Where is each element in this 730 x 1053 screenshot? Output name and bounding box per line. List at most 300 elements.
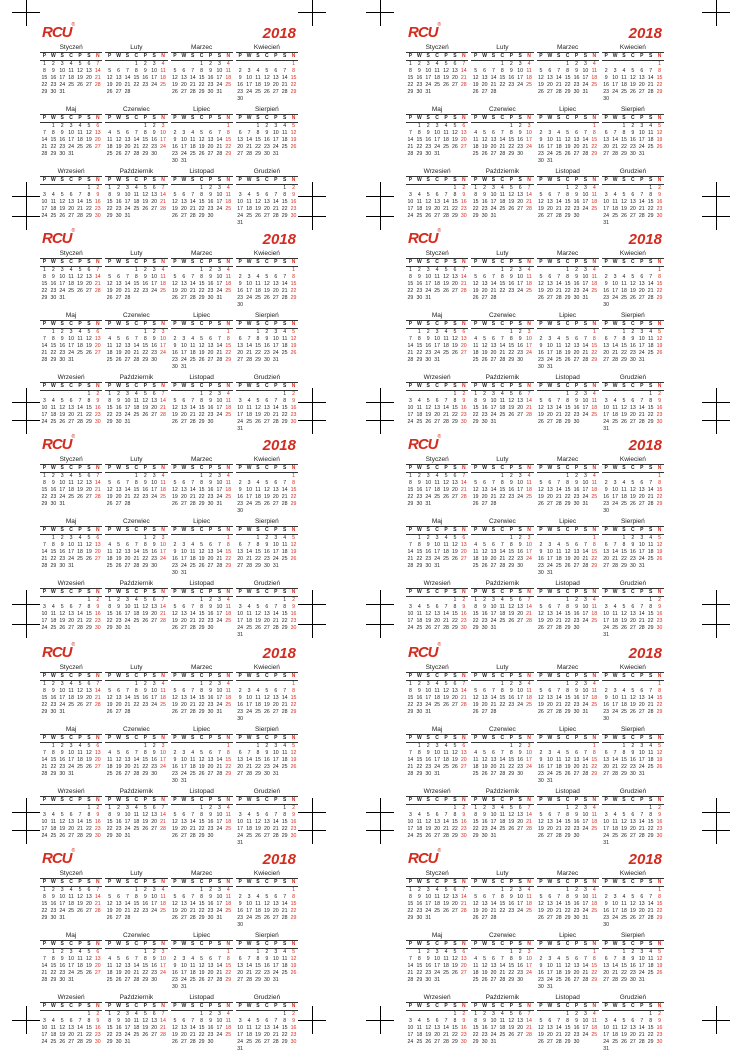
- day-cell: 31: [272, 563, 279, 569]
- weekday-label: N: [226, 735, 231, 741]
- day-cell: [280, 473, 289, 480]
- month-block: [406, 374, 468, 433]
- weekday-label: P: [444, 259, 448, 265]
- weekday-label: P: [509, 797, 513, 803]
- day-cell: 23: [573, 206, 580, 212]
- day-cell: 12: [508, 604, 515, 610]
- weekday-label: Ś: [191, 589, 195, 595]
- day-cell: 5: [173, 398, 177, 404]
- weekday-label: S: [217, 797, 222, 803]
- day-cell: [280, 357, 289, 364]
- month-block: [602, 106, 664, 165]
- weekday-label: P: [539, 797, 543, 803]
- day-cell: 3: [152, 681, 156, 687]
- day-cell: 1: [143, 535, 147, 541]
- weekday-label: W: [116, 383, 121, 389]
- day-cell: 4: [622, 480, 626, 486]
- day-cell: [628, 681, 637, 688]
- day-cell: 15: [281, 611, 288, 617]
- day-cell: 14: [407, 757, 414, 763]
- weekday-label: Ś: [426, 527, 430, 533]
- day-cell: 4: [161, 887, 165, 893]
- month-name: Maj: [40, 106, 102, 115]
- day-cell: 11: [190, 549, 196, 555]
- day-cell: 6: [483, 480, 487, 486]
- day-cell: 23: [656, 618, 663, 624]
- day-cell: 26: [263, 89, 270, 95]
- day-cell: 6: [117, 688, 121, 694]
- weekday-label: S: [282, 797, 287, 803]
- day-cell: 9: [604, 487, 608, 493]
- day-cell: 16: [142, 695, 149, 701]
- day-cell: [215, 213, 224, 220]
- day-cell: 11: [621, 281, 627, 287]
- day-cell: 26: [106, 89, 113, 95]
- day-cell: 19: [290, 757, 297, 763]
- day-cell: 24: [638, 350, 645, 356]
- day-cell: 3: [518, 61, 522, 67]
- day-cell: 14: [647, 695, 654, 701]
- day-cell: 6: [492, 542, 495, 548]
- day-cell: 13: [207, 963, 214, 969]
- day-cell: 21: [443, 206, 449, 212]
- day-cell: 3: [492, 597, 495, 603]
- day-cell: 30: [207, 501, 214, 507]
- day-cell: 25: [621, 89, 627, 95]
- day-cell: 23: [172, 151, 178, 157]
- day-cell: 3: [217, 391, 221, 397]
- weekday-label: P: [208, 115, 213, 121]
- day-cell: 16: [629, 343, 636, 349]
- weekday-label: P: [42, 383, 47, 389]
- day-cell: 27: [272, 915, 279, 921]
- day-cell: 4: [283, 535, 287, 541]
- weekday-label: W: [246, 53, 252, 59]
- day-cell: 23: [207, 288, 214, 294]
- day-cell: 10: [41, 199, 48, 205]
- day-cell: 7: [640, 812, 644, 818]
- day-cell: 19: [106, 908, 113, 914]
- day-cell: 10: [526, 750, 532, 756]
- day-cell: 26: [564, 151, 571, 157]
- weekday-label: N: [226, 879, 231, 885]
- weekday-label: Ś: [60, 527, 64, 533]
- month-name: Grudzień: [602, 168, 664, 177]
- day-cell: 17: [546, 144, 553, 150]
- weekday-label: Ś: [426, 383, 430, 389]
- day-cell: 29: [142, 771, 149, 777]
- days-grid: [471, 61, 533, 96]
- days-grid: [602, 123, 664, 158]
- day-cell: 11: [591, 480, 597, 486]
- weekday-label: S: [648, 797, 653, 803]
- day-cell: 2: [509, 267, 513, 273]
- day-cell: 5: [265, 894, 269, 900]
- day-cell: 31: [434, 563, 440, 569]
- day-cell: 8: [453, 398, 457, 404]
- month-block: [105, 44, 167, 103]
- weekday-label: Ś: [426, 177, 430, 183]
- weekday-label: N: [657, 115, 662, 121]
- weekday-label: S: [87, 735, 91, 741]
- day-cell: 28: [647, 89, 654, 95]
- month-name: Kwiecień: [602, 250, 664, 259]
- weekday-label: P: [143, 383, 147, 389]
- weekday-label: S: [217, 115, 222, 121]
- day-cell: [114, 267, 123, 274]
- day-cell: 28: [124, 915, 131, 921]
- weekday-label: Ś: [622, 53, 626, 59]
- weekday-label: P: [539, 177, 543, 183]
- day-cell: 24: [124, 206, 131, 212]
- weekday-header: [105, 53, 167, 61]
- day-cell: 1: [200, 185, 204, 191]
- day-cell: 1: [649, 391, 653, 397]
- day-cell: 19: [452, 343, 458, 349]
- day-cell: 16: [263, 343, 270, 349]
- day-cell: 22: [142, 350, 149, 356]
- day-cell: 16: [290, 819, 297, 825]
- day-cell: [141, 709, 150, 716]
- day-cell: [646, 151, 655, 158]
- month-name: Sierpień: [236, 312, 298, 321]
- day-cell: [525, 833, 534, 840]
- day-cell: 4: [500, 185, 504, 191]
- weekday-label: N: [226, 177, 231, 183]
- day-cell: 6: [548, 604, 552, 610]
- day-cell: [442, 295, 451, 302]
- day-cell: 19: [255, 412, 261, 418]
- weekday-label: C: [134, 53, 139, 59]
- day-cell: 26: [290, 350, 297, 356]
- day-cell: 26: [77, 908, 83, 914]
- day-cell: 5: [87, 123, 91, 129]
- day-cell: 30: [538, 158, 544, 164]
- day-cell: 10: [59, 274, 66, 280]
- weekday-label: N: [527, 589, 531, 595]
- day-cell: [498, 709, 507, 716]
- day-cell: 13: [638, 75, 645, 81]
- day-cell: 4: [592, 267, 596, 273]
- weekday-header: [471, 797, 533, 805]
- day-cell: 14: [526, 398, 532, 404]
- weekday-label: C: [199, 797, 204, 803]
- weekday-label: N: [226, 941, 231, 947]
- weekday-label: C: [199, 589, 204, 595]
- day-cell: 12: [629, 281, 636, 287]
- day-cell: 9: [173, 963, 177, 969]
- month-name: Lipiec: [537, 518, 599, 527]
- day-cell: [245, 185, 254, 192]
- month-name: Sierpień: [236, 726, 298, 735]
- day-cell: [245, 508, 254, 515]
- day-cell: 8: [108, 192, 112, 198]
- weekday-header: [171, 115, 233, 123]
- weekday-label: P: [173, 259, 177, 265]
- day-cell: 6: [631, 192, 635, 198]
- day-cell: 13: [490, 757, 497, 763]
- day-cell: 15: [591, 137, 598, 143]
- day-cell: 22: [133, 82, 140, 88]
- weekday-label: C: [500, 259, 505, 265]
- day-cell: 23: [508, 82, 515, 88]
- day-cell: 8: [226, 750, 230, 756]
- day-cell: 10: [272, 336, 279, 342]
- day-cell: 27: [638, 709, 645, 715]
- weekday-label: S: [583, 673, 588, 679]
- weekday-label: N: [161, 527, 165, 533]
- weekday-label: C: [199, 259, 204, 265]
- day-cell: 8: [566, 398, 570, 404]
- day-cell: 27: [638, 295, 645, 301]
- day-cell: 21: [612, 144, 618, 150]
- day-cell: 13: [573, 137, 580, 143]
- weekday-label: P: [640, 115, 644, 121]
- day-cell: 2: [462, 805, 466, 811]
- day-cell: [646, 563, 655, 570]
- day-cell: 13: [638, 487, 645, 493]
- day-cell: 9: [539, 137, 543, 143]
- day-cell: 5: [539, 688, 543, 694]
- weekday-label: S: [282, 115, 287, 121]
- day-cell: 2: [96, 391, 100, 397]
- day-cell: 9: [173, 549, 177, 555]
- day-cell: 22: [198, 826, 205, 832]
- day-cell: [236, 61, 245, 68]
- day-cell: 25: [591, 618, 598, 624]
- day-cell: 9: [462, 604, 466, 610]
- day-cell: [581, 570, 590, 577]
- day-cell: 19: [263, 702, 270, 708]
- day-cell: 27: [573, 771, 580, 777]
- day-cell: 20: [272, 494, 279, 500]
- day-cell: 7: [191, 398, 195, 404]
- day-cell: 31: [216, 89, 223, 95]
- day-cell: 21: [460, 487, 467, 493]
- day-cell: 26: [59, 213, 66, 219]
- day-cell: 30: [237, 716, 244, 722]
- weekday-header: [602, 321, 664, 329]
- day-cell: 13: [263, 611, 270, 617]
- weekday-label: Ś: [491, 797, 496, 803]
- day-cell: 24: [151, 82, 158, 88]
- day-cell: 4: [283, 123, 287, 129]
- day-cell: [245, 267, 254, 274]
- day-cell: 8: [409, 274, 412, 280]
- day-cell: [224, 501, 233, 508]
- weekday-label: C: [631, 259, 635, 265]
- weekday-label: Ś: [491, 383, 496, 389]
- day-cell: 2: [209, 267, 212, 273]
- day-cell: [236, 329, 245, 336]
- day-cell: [206, 778, 215, 785]
- day-cell: 16: [416, 695, 423, 701]
- day-cell: 21: [124, 908, 131, 914]
- day-cell: 16: [142, 281, 149, 287]
- day-cell: 8: [87, 192, 91, 198]
- day-cell: 10: [237, 611, 244, 617]
- day-cell: 10: [490, 398, 497, 404]
- weekday-label: C: [265, 527, 269, 533]
- day-cell: 6: [575, 750, 578, 756]
- day-cell: 9: [209, 894, 212, 900]
- weekday-label: Ś: [557, 53, 561, 59]
- day-cell: 23: [50, 702, 57, 708]
- day-cell: 14: [41, 549, 48, 555]
- day-cell: 14: [77, 819, 83, 825]
- day-cell: 22: [564, 288, 571, 294]
- day-cell: 1: [200, 887, 204, 893]
- day-cell: [637, 508, 646, 515]
- day-cell: 21: [246, 144, 252, 150]
- day-cell: 16: [538, 556, 544, 562]
- weekday-label: S: [217, 879, 222, 885]
- months-grid: [38, 456, 300, 639]
- day-cell: 25: [77, 350, 83, 356]
- weekday-label: Ś: [125, 383, 130, 389]
- day-cell: [76, 771, 85, 778]
- day-cell: 23: [517, 556, 524, 562]
- day-cell: [637, 473, 646, 480]
- day-cell: 10: [490, 812, 497, 818]
- day-cell: [114, 949, 123, 956]
- day-cell: 17: [638, 757, 645, 763]
- day-cell: 1: [658, 61, 661, 67]
- day-cell: 27: [573, 357, 580, 363]
- day-cell: 20: [603, 350, 610, 356]
- day-cell: 17: [68, 343, 74, 349]
- day-cell: 26: [263, 501, 270, 507]
- month-block: [236, 106, 298, 165]
- day-cell: 9: [143, 688, 147, 694]
- day-cell: [637, 716, 646, 723]
- weekday-label: P: [444, 53, 448, 59]
- day-cell: 10: [272, 542, 279, 548]
- weekday-label: W: [181, 465, 187, 471]
- day-cell: 25: [434, 288, 440, 294]
- day-cell: [563, 778, 572, 785]
- day-cell: 5: [173, 604, 177, 610]
- day-cell: 31: [603, 840, 610, 846]
- day-cell: 8: [226, 956, 230, 962]
- day-cell: 26: [142, 826, 149, 832]
- day-cell: 14: [638, 819, 645, 825]
- day-cell: 20: [207, 144, 214, 150]
- day-cell: 15: [499, 487, 506, 493]
- day-cell: 2: [51, 267, 55, 273]
- weekday-header: [40, 673, 102, 681]
- day-cell: 21: [94, 75, 101, 81]
- day-cell: 6: [453, 61, 457, 67]
- day-cell: 11: [526, 688, 532, 694]
- day-cell: 9: [658, 192, 661, 198]
- day-cell: 8: [566, 192, 570, 198]
- month-name: Lipiec: [171, 106, 233, 115]
- day-cell: 1: [500, 267, 504, 273]
- day-cell: 21: [490, 288, 497, 294]
- day-cell: [132, 833, 141, 840]
- day-cell: 26: [472, 501, 479, 507]
- weekday-label: C: [69, 465, 73, 471]
- day-cell: [602, 391, 611, 398]
- weekday-label: Ś: [256, 177, 260, 183]
- day-cell: [141, 295, 150, 302]
- day-cell: 3: [274, 329, 278, 335]
- day-cell: [480, 267, 489, 274]
- day-cell: 21: [638, 826, 645, 832]
- weekday-label: Ś: [191, 321, 195, 327]
- weekday-label: W: [116, 53, 121, 59]
- day-cell: 13: [86, 480, 92, 486]
- day-cell: 18: [77, 343, 83, 349]
- weekday-label: C: [134, 177, 139, 183]
- day-cell: 14: [216, 549, 223, 555]
- day-cell: 13: [94, 956, 101, 962]
- day-cell: 3: [435, 535, 439, 541]
- day-cell: 19: [115, 556, 122, 562]
- day-cell: [537, 597, 546, 604]
- day-cell: 6: [87, 61, 91, 67]
- day-cell: 10: [490, 192, 497, 198]
- day-cell: 21: [460, 75, 467, 81]
- day-cell: 26: [255, 213, 261, 219]
- day-cell: 1: [417, 123, 421, 129]
- day-cell: 16: [207, 611, 214, 617]
- day-cell: [655, 508, 664, 515]
- day-cell: 10: [638, 750, 645, 756]
- day-cell: 1: [51, 535, 55, 541]
- day-cell: 5: [509, 185, 513, 191]
- day-cell: 16: [656, 819, 663, 825]
- weekday-header: [236, 527, 298, 535]
- day-cell: 26: [472, 89, 479, 95]
- weekday-header: [105, 879, 167, 887]
- day-cell: 14: [41, 343, 48, 349]
- day-cell: 2: [483, 805, 487, 811]
- day-cell: 13: [490, 343, 497, 349]
- day-cell: 5: [265, 688, 269, 694]
- weekday-label: S: [282, 673, 287, 679]
- day-cell: 1: [292, 267, 295, 273]
- day-cell: 8: [592, 336, 596, 342]
- day-cell: 12: [115, 963, 122, 969]
- weekday-label: P: [604, 321, 608, 327]
- weekday-label: P: [42, 465, 47, 471]
- day-cell: 5: [631, 68, 635, 74]
- day-cell: 7: [126, 894, 129, 900]
- days-grid: [40, 185, 102, 220]
- day-cell: 16: [538, 144, 544, 150]
- weekday-label: P: [509, 177, 513, 183]
- day-cell: 28: [490, 295, 497, 301]
- weekday-label: P: [274, 589, 278, 595]
- day-cell: 21: [460, 695, 467, 701]
- day-cell: 13: [86, 68, 92, 74]
- day-cell: 29: [416, 151, 423, 157]
- day-cell: 3: [161, 949, 165, 955]
- day-cell: 23: [207, 826, 214, 832]
- day-cell: [123, 473, 132, 480]
- day-cell: 21: [647, 82, 654, 88]
- day-cell: 11: [160, 480, 166, 486]
- day-cell: 14: [526, 192, 532, 198]
- day-cell: 23: [142, 702, 149, 708]
- day-cell: [179, 267, 188, 274]
- day-cell: 4: [592, 597, 596, 603]
- day-cell: 11: [281, 336, 288, 342]
- weekday-label: S: [282, 465, 287, 471]
- day-cell: 10: [216, 688, 223, 694]
